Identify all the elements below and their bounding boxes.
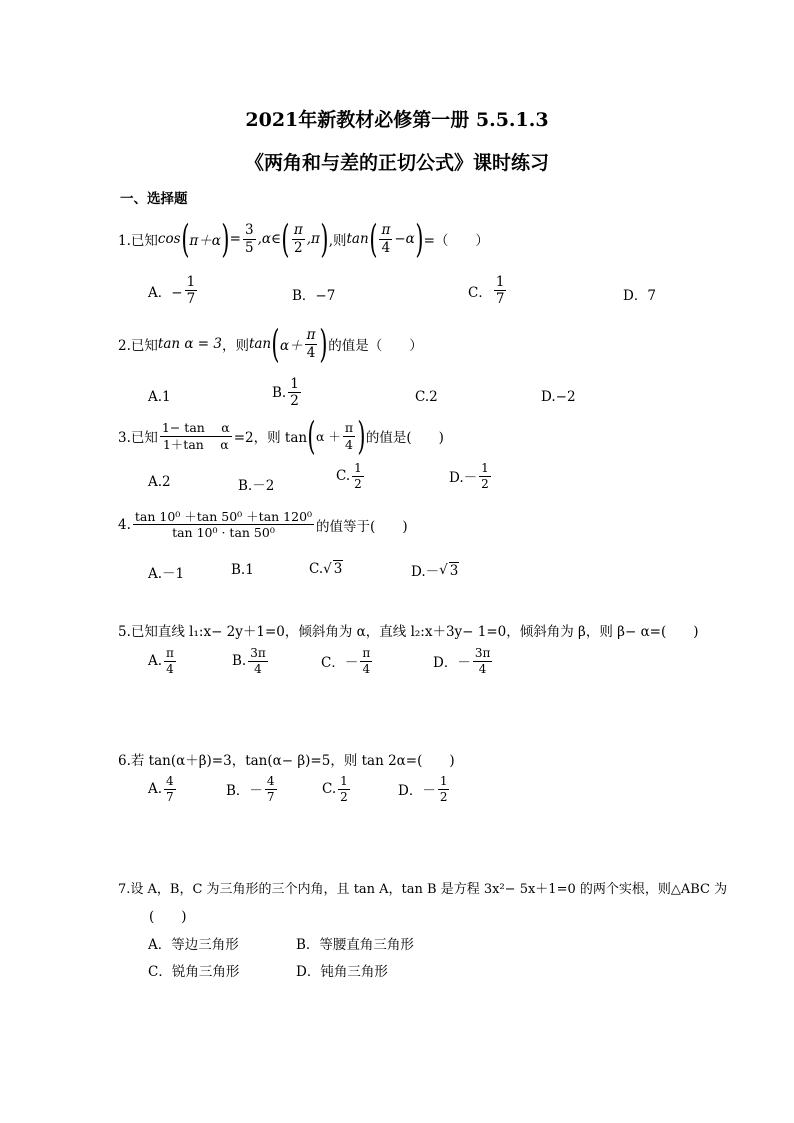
- q3-option-b: B.－2: [238, 478, 275, 494]
- fraction: $\frac{\text{tan 10⁰ ＋tan 50⁰ ＋tan 120⁰}}{\text{tan 10⁰ · tan 50⁰}}$: [134, 509, 313, 541]
- q6-option-b: B．－ $\frac{4}{7}$: [226, 774, 275, 804]
- q5-option-b: B. $\frac{3\pi}{4}$: [232, 646, 266, 676]
- q4-option-a: A.－1: [148, 566, 185, 582]
- fraction: $\frac{\pi}{4}$: [306, 327, 316, 361]
- title-line-1: 2021年新教材必修第一册 5.5.1.3: [245, 109, 549, 131]
- q4-option-c: C. √ 3: [309, 560, 343, 577]
- q4-option-d: D.－ √ 3: [411, 562, 459, 580]
- q5-option-d: D．－ $\frac{3\pi}{4}$: [433, 646, 491, 676]
- q2-option-c: C.2: [415, 389, 438, 405]
- section-heading: 一、选择题: [120, 191, 188, 207]
- q1-option-b: B．−7: [292, 288, 336, 304]
- q2-option-a: A.1: [148, 389, 171, 405]
- question-2: 2.已知 tan α = 3 ，则 tan ( α＋ $\frac{\pi}{4}$ ) 的值是（ ）: [118, 322, 423, 366]
- q6-option-c: C. $\frac{1}{2}$: [322, 774, 348, 804]
- question-5: 5.已知直线 l₁:x− 2y＋1=0，倾斜角为 α，直线 l₂:x＋3y− 1=0，倾斜角为 β，则 β− α=( ): [118, 624, 699, 640]
- fraction: $\frac{\text{1− tan α}}{\text{1＋tan α}}$: [161, 420, 230, 452]
- q1-option-c: C． $\frac{1}{7}$: [468, 274, 505, 308]
- q7-option-a: A．等边三角形: [148, 937, 239, 953]
- q7-option-d: D．钝角三角形: [296, 964, 388, 980]
- question-7-line-2: ( ): [149, 909, 187, 925]
- q3-option-a: A.2: [148, 474, 171, 490]
- q5-option-c: C．－ $\frac{\pi}{4}$: [321, 646, 371, 676]
- question-3: 3.已知 $\frac{\text{1− tan α}}{\text{1＋tan α}}$ =2，则 tan ( α ＋ $\frac{\pi}{4}$ ) 的值是( ): [118, 414, 444, 458]
- fraction: $\frac{\pi}{4}$: [344, 420, 354, 452]
- q3-option-c: C. $\frac{1}{2}$: [336, 461, 362, 491]
- q7-option-b: B．等腰直角三角形: [296, 937, 414, 953]
- title-line-2: 《两角和与差的正切公式》课时练习: [244, 152, 549, 174]
- fraction: $\frac{\pi}{4}$: [381, 222, 391, 256]
- q1-option-d: D．7: [623, 288, 656, 304]
- q6-option-a: A. $\frac{4}{7}$: [148, 774, 174, 804]
- question-1: 1.已知 cos ( π＋α ) = $\frac{3}{5}$ ,α∈ ( $\frac{\pi}{2}$ ,π ) ,则 tan ( $\frac{\pi}{4}$ −α ) =（ ）: [118, 217, 489, 261]
- q1-option-a: A．− $\frac{1}{7}$: [148, 274, 196, 308]
- q6-option-d: D．－ $\frac{1}{2}$: [398, 774, 448, 804]
- fraction: $\frac{3}{5}$: [244, 222, 254, 256]
- q7-option-c: C．锐角三角形: [148, 964, 240, 980]
- q2-option-d: D.−2: [541, 389, 576, 405]
- q2-option-b: B. $\frac{1}{2}$: [272, 376, 299, 410]
- question-4: 4. $\frac{\text{tan 10⁰ ＋tan 50⁰ ＋tan 120⁰}}{\text{tan 10⁰ · tan 50⁰}}$ 的值等于( ): [118, 509, 408, 541]
- q5-option-a: A. $\frac{\pi}{4}$: [148, 646, 174, 676]
- q3-option-d: D.－ $\frac{1}{2}$: [449, 461, 489, 491]
- question-7-line-1: 7.设 A，B，C 为三角形的三个内角，且 tan A，tan B 是方程 3x²− 5x＋1=0 的两个实根，则△ABC 为: [118, 882, 728, 897]
- question-6: 6.若 tan(α＋β)=3，tan(α− β)=5，则 tan 2α=( ): [118, 753, 455, 769]
- q4-option-b: B.1: [231, 562, 254, 578]
- fraction: $\frac{\pi}{2}$: [293, 222, 303, 256]
